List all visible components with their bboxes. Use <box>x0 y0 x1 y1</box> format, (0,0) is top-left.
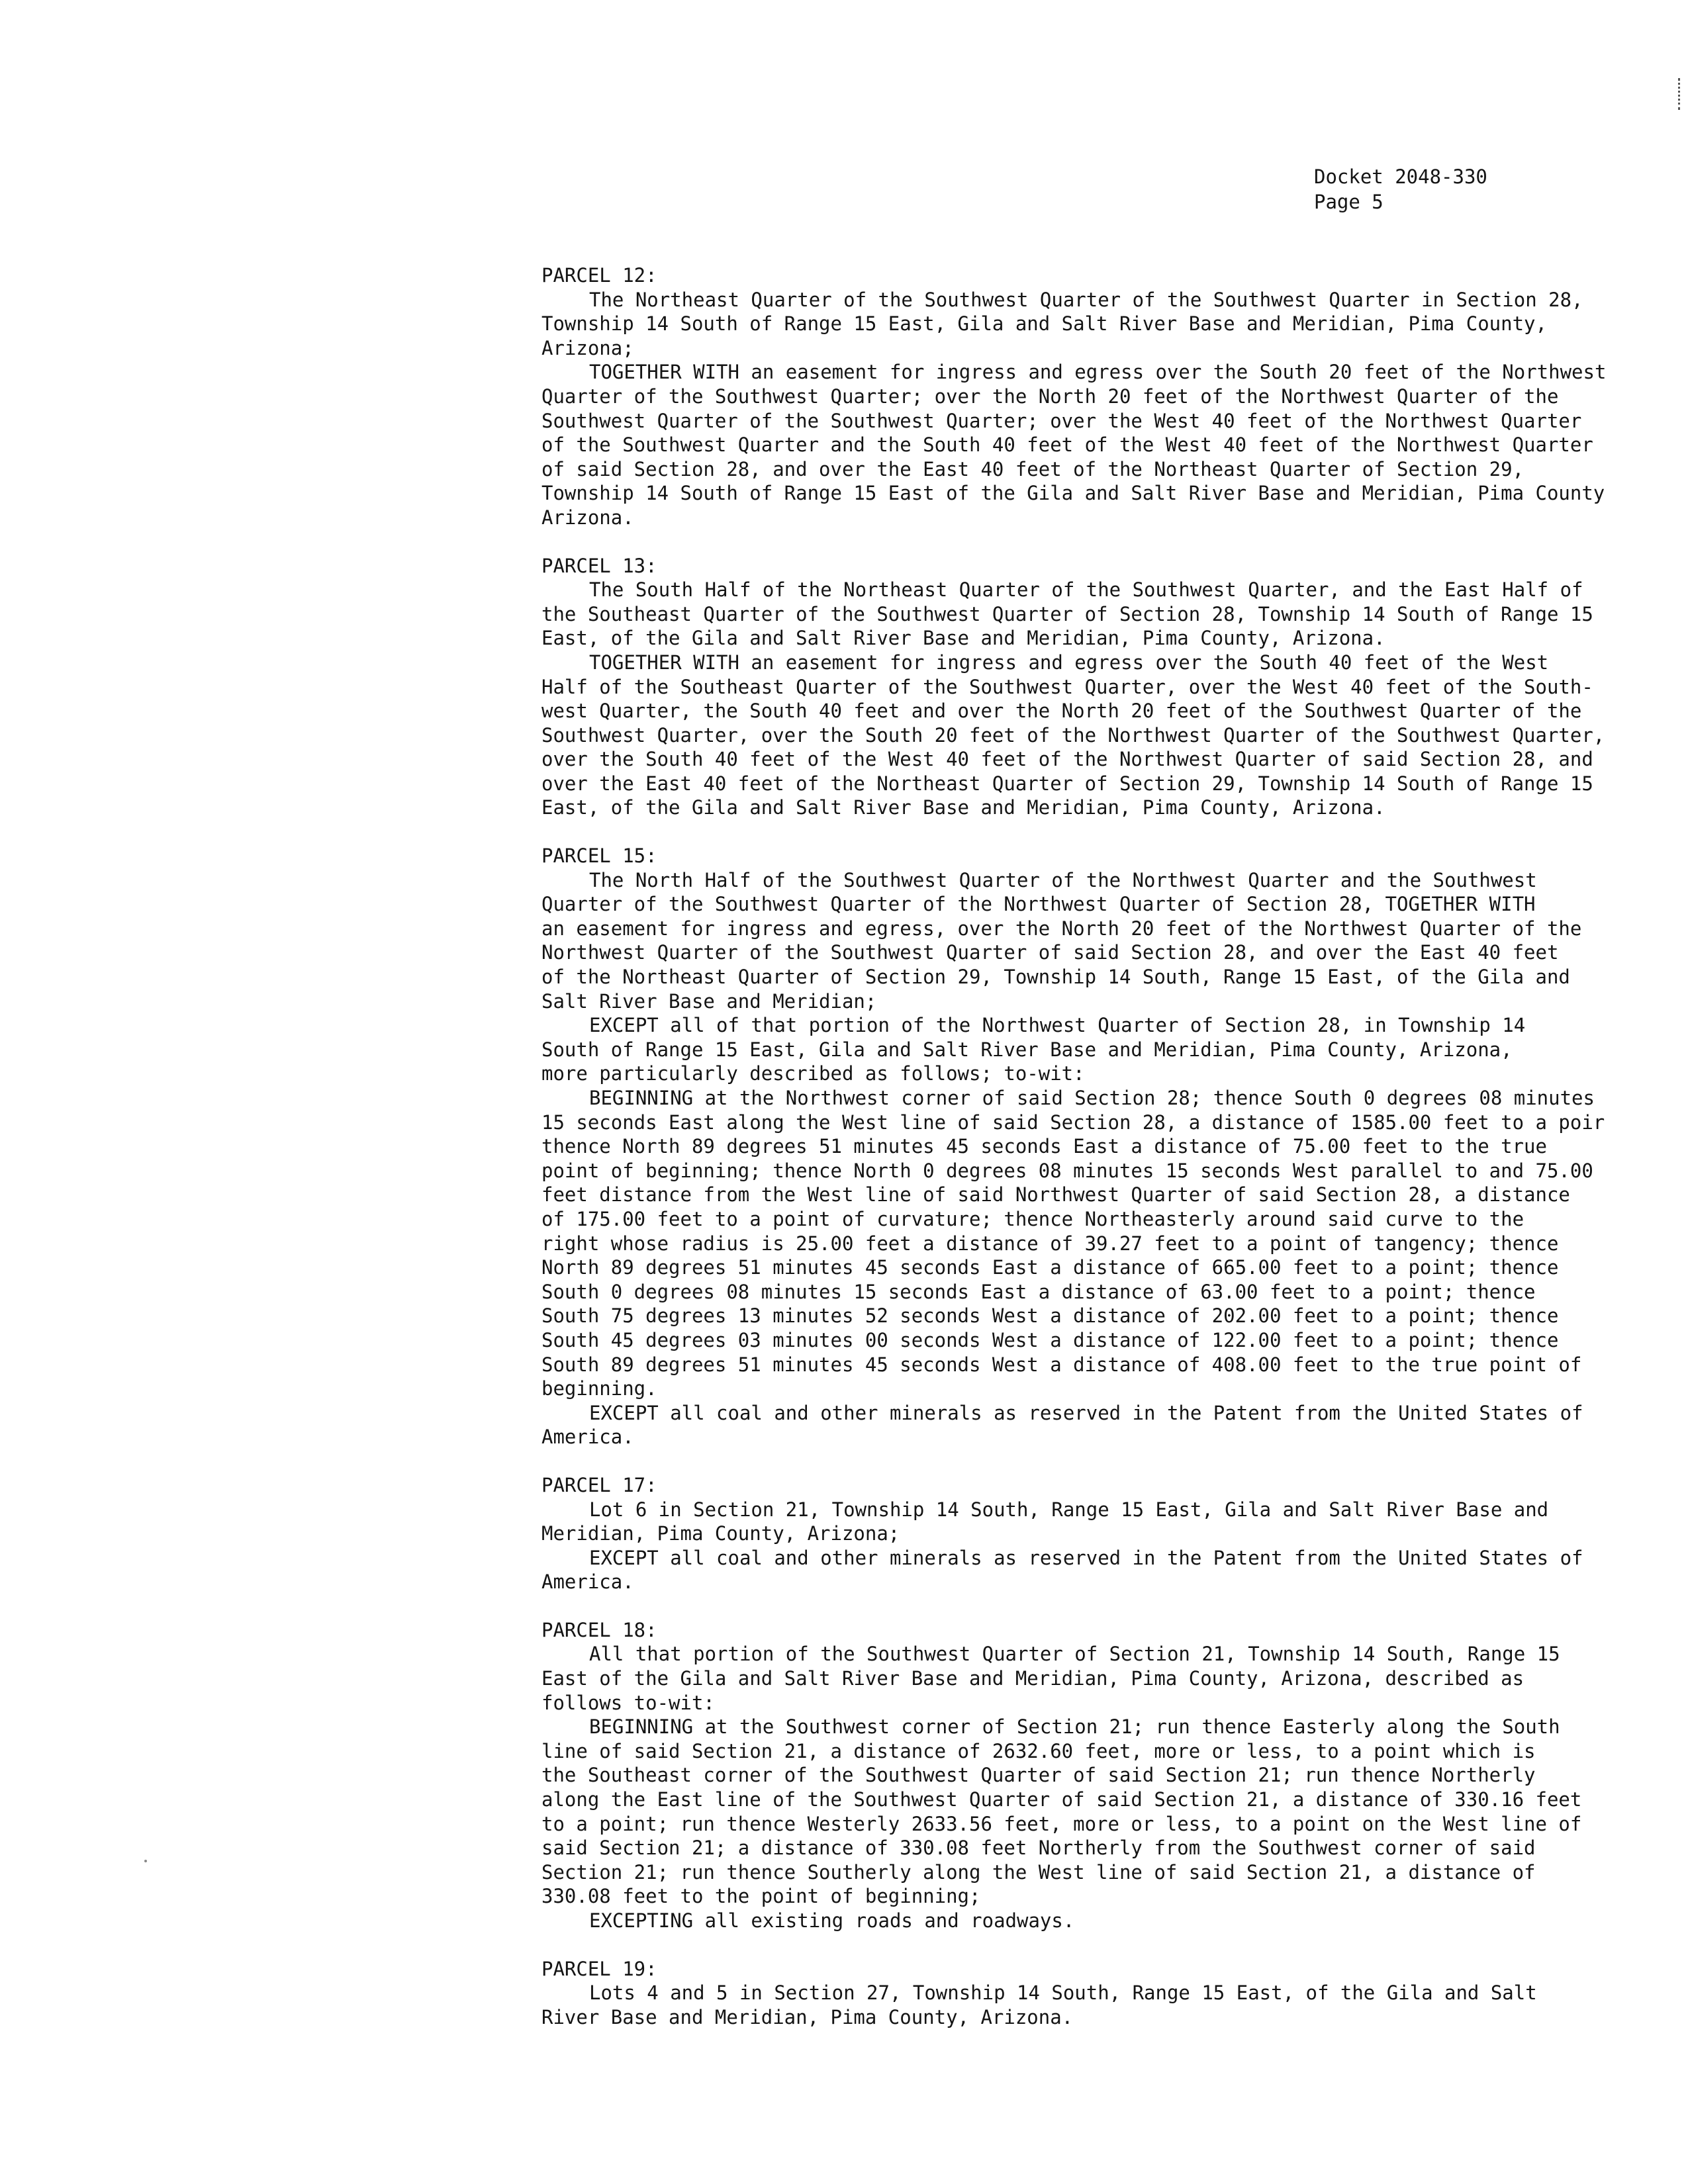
legal-description <box>541 263 1654 2053</box>
parcel-heading: PARCEL 12: <box>541 264 657 287</box>
parcel-paragraph: All that portion of the Southwest Quarter of Section 21, Township 14 South, Range 15 East of the Gila and Salt River Base and Meridian, Pima County, Arizona, described as follows to-wit: <box>541 1643 1560 1714</box>
parcel-paragraph: The North Half of the Southwest Quarter of the Northwest Quarter and the Southwest Quarter of the Southwest Quarter of the Northwest Quarter of Section 28, TOGETHER WITH an easement for ingress and egress, over the North 20 feet of the Northwest Quarter of the Northwest Quarter of the Southwest Quarter of said Section 28, and over the East 40 feet of the Northeast Quarter of Section 29, Township 14 South, Range 15 East, of the Gila and Salt River Base and Meridian; <box>541 868 1582 1013</box>
docket-number: Docket 2048-330 <box>1314 165 1487 188</box>
parcel-paragraph: EXCEPT all of that portion of the Northwest Quarter of Section 28, in Township 14 South of Range 15 East, Gila and Salt River Base and Meridian, Pima County, Arizona, more particularly described as follows; to-wit: <box>541 1014 1526 1085</box>
parcel-paragraph: EXCEPTING all existing roads and roadways. <box>589 1909 1075 1932</box>
parcel-heading: PARCEL 19: <box>541 1957 657 1980</box>
parcel-section <box>541 844 1654 1449</box>
scan-speck <box>144 1860 147 1862</box>
parcel-paragraph: Lot 6 in Section 21, Township 14 South, Range 15 East, Gila and Salt River Base and Meridian, Pima County, Arizona; <box>541 1498 1549 1545</box>
parcel-section <box>541 554 1654 821</box>
parcel-paragraph: EXCEPT all coal and other minerals as reserved in the Patent from the United States of America. <box>541 1546 1583 1594</box>
parcel-paragraph: BEGINNING at the Southwest corner of Section 21; run thence Easterly along the South line of said Section 21, a distance of 2632.60 feet, more or less, to a point which is the Southeast corner of the Southwest Quarter of said Section 21; run thence Northerly along the East line of the Southwest Quarter of said Section 21, a distance of 330.16 feet to a point; run thence Westerly 2633.56 feet, more or less, to a point on the West line of said Section 21; a distance of 330.08 feet Northerly from the Southwest corner of said Section 21; run thence Southerly along the West line of said Section 21, a distance of 330.08 feet to the point of beginning; <box>541 1715 1582 1908</box>
parcel-heading: PARCEL 17: <box>541 1473 657 1496</box>
parcel-heading: PARCEL 18: <box>541 1618 657 1641</box>
margin-mark <box>1678 78 1684 110</box>
parcel-section <box>541 1618 1654 1933</box>
page-number: Page 5 <box>1314 191 1383 213</box>
parcel-section <box>541 263 1654 530</box>
parcel-paragraph: EXCEPT all coal and other minerals as reserved in the Patent from the United States of America. <box>541 1401 1583 1449</box>
parcel-heading: PARCEL 13: <box>541 554 657 577</box>
parcel-section <box>541 1473 1654 1594</box>
parcel-paragraph: TOGETHER WITH an easement for ingress and egress over the South 40 feet of the West Half of the Southeast Quarter of the Southwest Quarter, over the West 40 feet of the South- west Quarter, the South 40 feet and over the North 20 feet of the Southwest Quarter of the Southwest Quarter, over the South 20 feet of the Northwest Quarter of the Southwest Quarter, over the South 40 feet of the West 40 feet of the Northwest Quarter of said Section 28, and over the East 40 feet of the Northeast Quarter of Section 29, Township 14 South of Range 15 East, of the Gila and Salt River Base and Meridian, Pima County, Arizona. <box>541 651 1605 819</box>
parcel-paragraph: BEGINNING at the Northwest corner of said Section 28; thence South 0 degrees 08 minutes 15 seconds East along the West line of said Section 28, a distance of 1585.00 feet to a poir thence North 89 degrees 51 minutes 45 seconds East a distance of 75.00 feet to the true point of beginning; thence North 0 degrees 08 minutes 15 seconds West parallel to and 75.00 feet distance from the West line of said Northwest Quarter of said Section 28, a distance of 175.00 feet to a point of curvature; thence Northeasterly around said curve to the right whose radius is 25.00 feet a distance of 39.27 feet to a point of tangency; thence North 89 degrees 51 minutes 45 seconds East a distance of 665.00 feet to a point; thence South 0 degrees 08 minutes 15 seconds East a distance of 63.00 feet to a point; thence South 75 degrees 13 minutes 52 seconds West a distance of 202.00 feet to a point; thence South 45 degrees 03 minutes 00 seconds West a distance of 122.00 feet to a point; thence South 89 degrees 51 minutes 45 seconds West a distance of 408.00 feet to the true point of beginning. <box>541 1087 1605 1400</box>
parcel-heading: PARCEL 15: <box>541 844 657 868</box>
parcel-paragraph: The South Half of the Northeast Quarter of the Southwest Quarter, and the East Half of the Southeast Quarter of the Southwest Quarter of Section 28, Township 14 South of Range 15 East, of the Gila and Salt River Base and Meridian, Pima County, Arizona. <box>541 578 1593 650</box>
page-header <box>1314 164 1487 214</box>
parcel-section <box>541 1957 1654 2030</box>
parcel-paragraph: The Northeast Quarter of the Southwest Quarter of the Southwest Quarter in Section 28, Township 14 South of Range 15 East, Gila and Salt River Base and Meridian, Pima County, Arizona; <box>541 288 1583 359</box>
parcel-paragraph: TOGETHER WITH an easement for ingress and egress over the South 20 feet of the Northwest Quarter of the Southwest Quarter; over the North 20 feet of the Northwest Quarter of the Southwest Quarter of the Southwest Quarter; over the West 40 feet of the Northwest Quarter of the Southwest Quarter and the South 40 feet of the West 40 feet of the Northwest Quarter of said Section 28, and over the East 40 feet of the Northeast Quarter of Section 29, Township 14 South of Range 15 East of the Gila and Salt River Base and Meridian, Pima County Arizona. <box>541 361 1607 529</box>
parcel-paragraph: Lots 4 and 5 in Section 27, Township 14 South, Range 15 East, of the Gila and Salt River Base and Meridian, Pima County, Arizona. <box>541 1981 1537 2028</box>
